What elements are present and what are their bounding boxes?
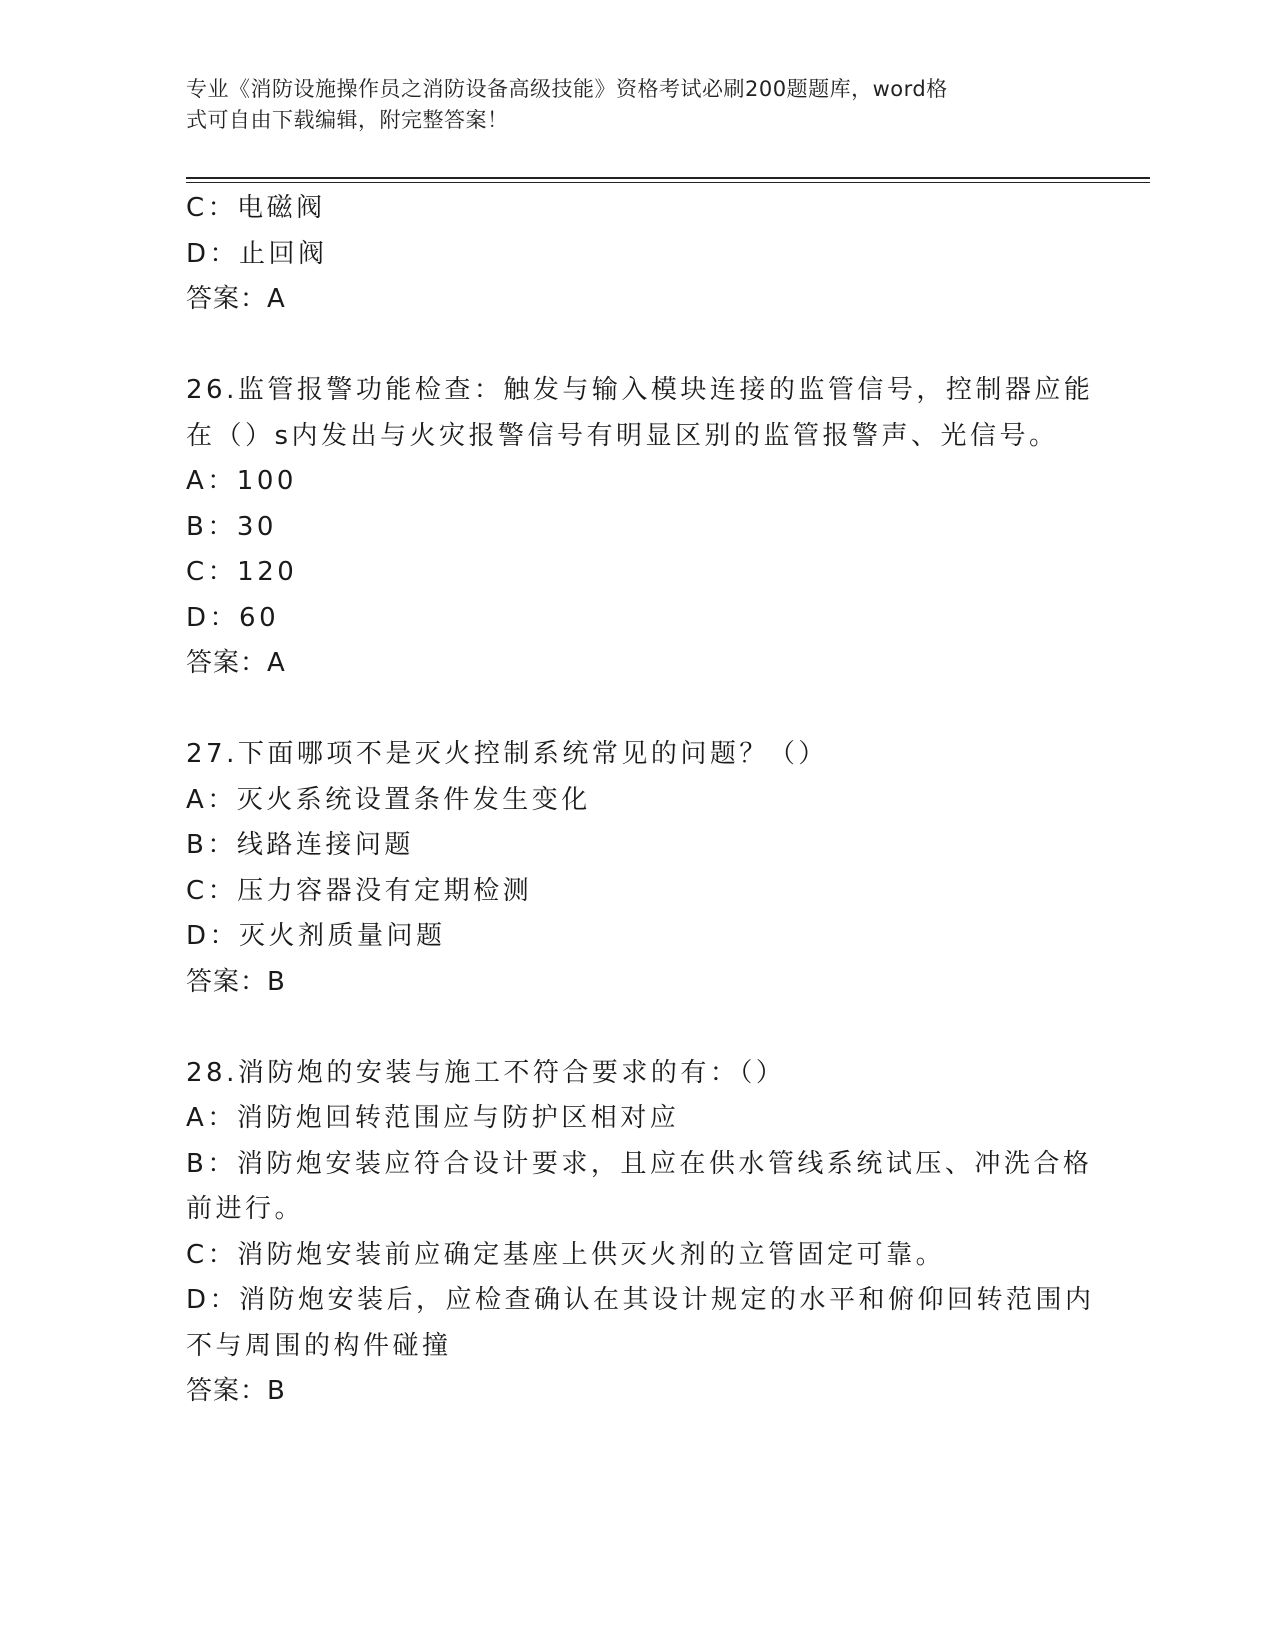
question-stem-continued: 在（）s内发出与火灾报警信号有明显区别的监管报警声、光信号。 bbox=[186, 420, 1059, 451]
option-d-continued: 不与周围的构件碰撞 bbox=[186, 1330, 452, 1361]
header-rule-thick bbox=[186, 177, 1150, 179]
option-c: C：电磁阀 bbox=[186, 193, 326, 223]
option-d: D：止回阀 bbox=[186, 238, 328, 269]
question-stem: 28.消防炮的安装与施工不符合要求的有：（） bbox=[186, 1057, 786, 1088]
question-gap bbox=[186, 1005, 1086, 1051]
answer: 答案：B bbox=[186, 966, 286, 997]
page-header bbox=[186, 74, 1066, 136]
option-b: B：线路连接问题 bbox=[186, 830, 414, 860]
option-c: C：压力容器没有定期检测 bbox=[186, 875, 533, 906]
option-c: C：消防炮安装前应确定基座上供灭火剂的立管固定可靠。 bbox=[186, 1239, 946, 1270]
question-content bbox=[186, 186, 1095, 1415]
answer: 答案：A bbox=[186, 284, 286, 314]
question-gap bbox=[186, 687, 1086, 733]
option-d: D：60 bbox=[186, 602, 280, 633]
option-b: B：消防炮安装应符合设计要求，且应在供水管线系统试压、冲洗合格 bbox=[186, 1148, 1093, 1179]
header-line-2: 式可自由下载编辑，附完整答案！ bbox=[186, 108, 509, 132]
option-b-continued: 前进行。 bbox=[186, 1194, 305, 1224]
option-b: B：30 bbox=[186, 511, 277, 542]
header-line-1: 专业《消防设施操作员之消防设备高级技能》资格考试必刷200题题库，word格 bbox=[186, 77, 948, 101]
option-d: D：灭火剂质量问题 bbox=[186, 921, 446, 951]
option-a: A：消防炮回转范围应与防护区相对应 bbox=[186, 1103, 680, 1133]
answer: 答案：A bbox=[186, 648, 286, 678]
question-stem: 27.下面哪项不是灭火控制系统常见的问题？（） bbox=[186, 739, 828, 769]
question-25-tail bbox=[186, 186, 1086, 323]
option-a: A：100 bbox=[186, 466, 297, 496]
question-26 bbox=[186, 368, 1094, 687]
question-27 bbox=[186, 732, 1086, 1005]
question-28 bbox=[186, 1051, 1095, 1415]
option-d: D：消防炮安装后，应检查确认在其设计规定的水平和俯仰回转范围内 bbox=[186, 1285, 1095, 1315]
answer: 答案：B bbox=[186, 1376, 286, 1406]
option-a: A：灭火系统设置条件发生变化 bbox=[186, 784, 591, 815]
option-c: C：120 bbox=[186, 557, 298, 587]
question-gap bbox=[186, 323, 1086, 369]
question-stem: 26.监管报警功能检查：触发与输入模块连接的监管信号，控制器应能 bbox=[186, 375, 1094, 405]
header-rule-thin bbox=[186, 182, 1150, 183]
